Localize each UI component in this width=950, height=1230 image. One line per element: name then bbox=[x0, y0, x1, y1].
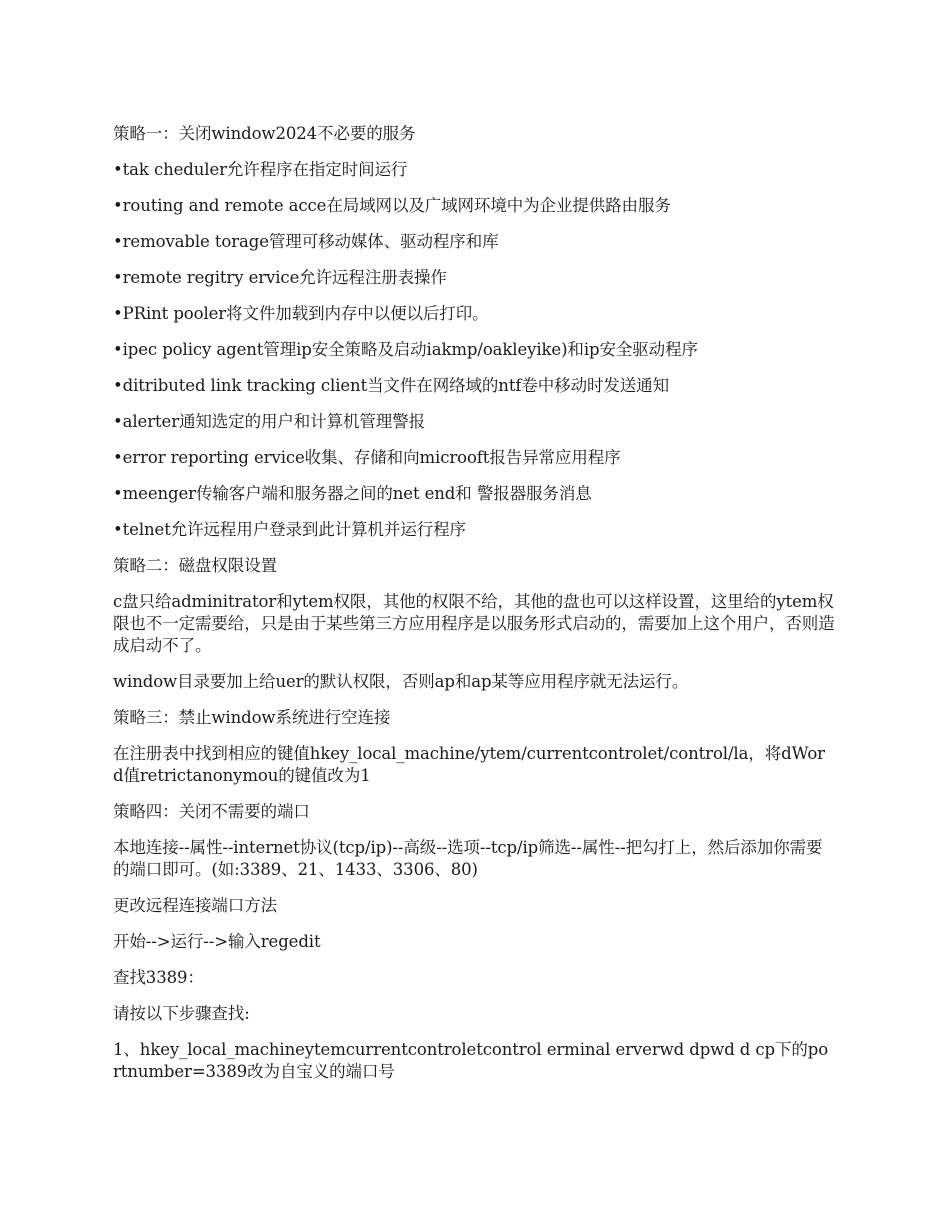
body-paragraph: 1、hkey_local_machineytemcurrentcontroletcontrol erminal erverwd dpwd d cp下的portnumber=3389改为自宝义的端口号 bbox=[113, 1040, 829, 1081]
list-item: •telnet允许远程用户登录到此计算机并运行程序 bbox=[113, 520, 466, 539]
section-heading: 策略三：禁止window系统进行空连接 bbox=[113, 708, 391, 727]
body-paragraph: 查找3389： bbox=[113, 968, 204, 987]
section-heading: 策略一：关闭window2024不必要的服务 bbox=[113, 124, 416, 143]
section-heading: 策略二：磁盘权限设置 bbox=[113, 556, 278, 575]
body-paragraph: 在注册表中找到相应的键值hkey_local_machine/ytem/currentcontrolet/control/la，将dWord值retrictanonymou的键值改为1 bbox=[113, 744, 825, 785]
document-body bbox=[113, 123, 835, 1097]
list-item: •meenger传输客户端和服务器之间的net end和 警报器服务消息 bbox=[113, 484, 592, 503]
body-paragraph: 本地连接--属性--internet协议(tcp/ip)--高级--选项--tcp/ip筛选--属性--把勾打上，然后添加你需要的端口即可。(如:3389、21、1433、3306、80) bbox=[113, 838, 823, 879]
body-paragraph: 开始-->运行-->输入regedit bbox=[113, 932, 321, 951]
list-item: •ditributed link tracking client当文件在网络域的ntf卷中移动时发送通知 bbox=[113, 376, 669, 395]
body-paragraph: 请按以下步骤查找: bbox=[113, 1004, 250, 1023]
list-item: •routing and remote acce在局域网以及广域网环境中为企业提供路由服务 bbox=[113, 196, 671, 215]
list-item: •alerter通知选定的用户和计算机管理警报 bbox=[113, 412, 425, 431]
list-item: •remote regitry ervice允许远程注册表操作 bbox=[113, 268, 447, 287]
list-item: •error reporting ervice收集、存储和向microoft报告异常应用程序 bbox=[113, 448, 621, 467]
body-paragraph: window目录要加上给uer的默认权限，否则ap和ap某等应用程序就无法运行。 bbox=[113, 672, 689, 691]
section-heading: 策略四：关闭不需要的端口 bbox=[113, 802, 310, 821]
list-item: •ipec policy agent管理ip安全策略及启动iakmp/oakleyike)和ip安全驱动程序 bbox=[113, 340, 698, 359]
list-item: •removable torage管理可移动媒体、驱动程序和库 bbox=[113, 232, 499, 251]
body-paragraph: 更改远程连接端口方法 bbox=[113, 896, 278, 915]
body-paragraph: c盘只给adminitrator和ytem权限，其他的权限不给，其他的盘也可以这样设置，这里给的ytem权限也不一定需要给，只是由于某些第三方应用程序是以服务形式启动的，需要加上这个用户，否则造成启动不了。 bbox=[113, 592, 835, 655]
list-item: •tak cheduler允许程序在指定时间运行 bbox=[113, 160, 408, 179]
list-item: •PRint pooler将文件加载到内存中以便以后打印。 bbox=[113, 304, 489, 323]
